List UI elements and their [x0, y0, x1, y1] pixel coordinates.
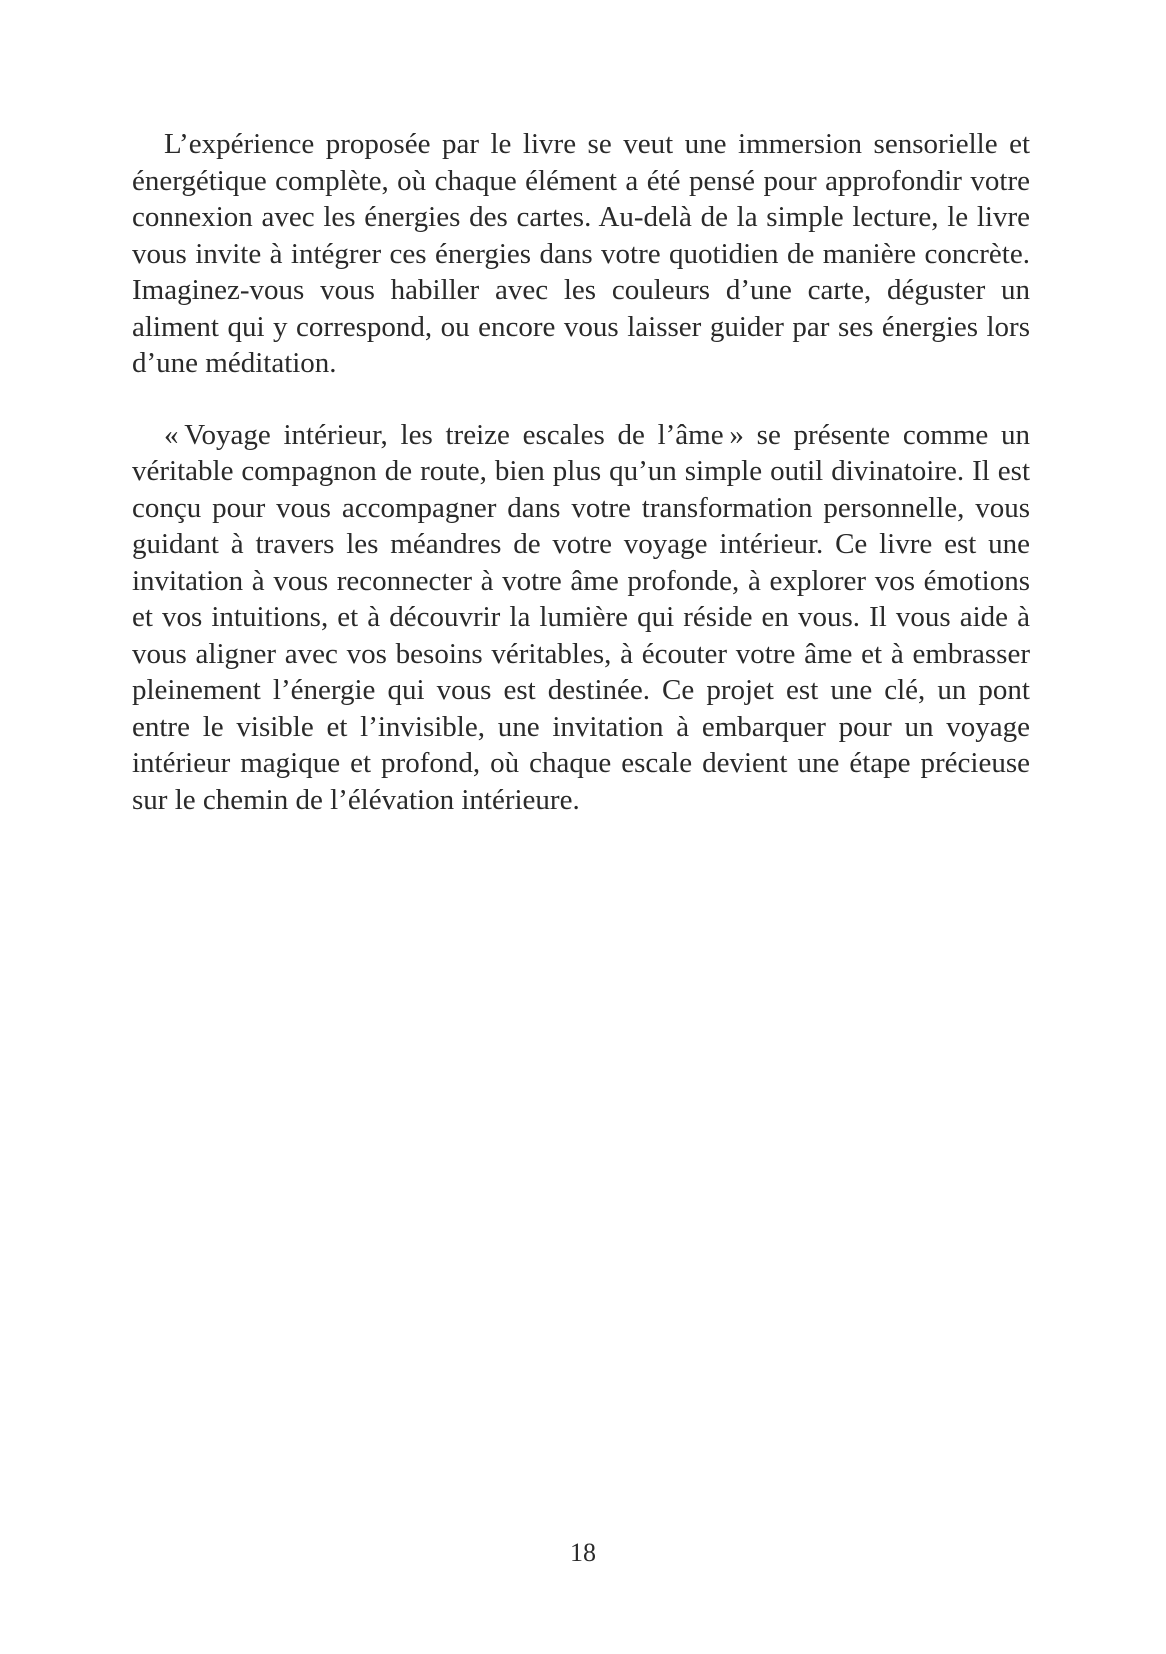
body-text — [132, 126, 1030, 818]
paragraph-1: L’expérience proposée par le livre se veut une immersion sensorielle et énergétique complète, où chaque élément a été pensé pour approfondir votre connexion avec les énergies des cartes. Au-delà de la simple lecture, le livre vous invite à intégrer ces énergies dans votre quotidien de manière concrète. Imaginez-vous vous habiller avec les couleurs d’une carte, déguster un aliment qui y correspond, ou encore vous laisser guider par ses énergies lors d’une méditation. — [132, 128, 1030, 379]
paragraph-2: « Voyage intérieur, les treize escales de l’âme » se présente comme un véritable compagnon de route, bien plus qu’un simple outil divinatoire. Il est conçu pour vous accompagner dans votre transformation personnelle, vous guidant à travers les méandres de votre voyage intérieur. Ce livre est une invitation à vous reconnecter à votre âme profonde, à explorer vos émotions et vos intuitions, et à découvrir la lumière qui réside en vous. Il vous aide à vous aligner avec vos besoins véritables, à écouter votre âme et à embrasser pleinement l’énergie qui vous est destinée. Ce projet est une clé, un pont entre le visible et l’invisible, une invitation à embarquer pour un voyage intérieur magique et profond, où chaque escale devient une étape précieuse sur le chemin de l’élévation intérieure. — [132, 418, 1030, 816]
page-number: 18 — [570, 1538, 596, 1567]
